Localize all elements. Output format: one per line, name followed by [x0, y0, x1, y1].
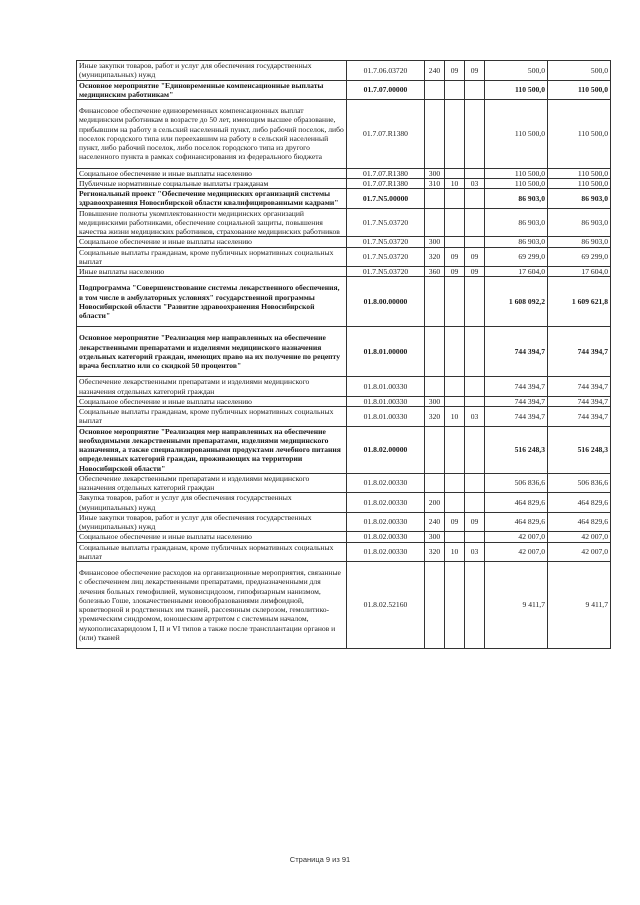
target-code-cell: 01.8.02.00330	[347, 473, 425, 493]
target-code-cell: 01.7.07.R1380	[347, 168, 425, 178]
amount-year1-cell: 464 829,6	[485, 512, 548, 532]
target-code-cell: 01.7.06.03720	[347, 61, 425, 81]
amount-year1-cell: 464 829,6	[485, 493, 548, 513]
amount-year2-cell: 506 836,6	[548, 473, 611, 493]
section-cell: 09	[445, 512, 465, 532]
table-row	[77, 61, 611, 81]
target-code-cell: 01.8.02.00330	[347, 493, 425, 513]
amount-year1-cell: 506 836,6	[485, 473, 548, 493]
table-row	[77, 542, 611, 562]
expense-type-cell: 320	[425, 542, 445, 562]
table-row	[77, 377, 611, 397]
subsection-cell	[465, 237, 485, 247]
amount-year1-cell: 86 903,0	[485, 208, 548, 237]
row-name-cell: Социальные выплаты гражданам, кроме публичных нормативных социальных выплат	[77, 247, 347, 267]
row-name-cell: Социальное обеспечение и иные выплаты населению	[77, 237, 347, 247]
subsection-cell	[465, 168, 485, 178]
subsection-cell: 03	[465, 178, 485, 188]
target-code-cell: 01.8.02.00000	[347, 426, 425, 473]
amount-year2-cell: 42 007,0	[548, 542, 611, 562]
amount-year1-cell: 110 500,0	[485, 100, 548, 169]
row-name-cell: Основное мероприятие "Единовременные компенсационные выплаты медицинским работникам"	[77, 80, 347, 100]
table-row	[77, 512, 611, 532]
target-code-cell: 01.7.N5.03720	[347, 237, 425, 247]
table-row	[77, 493, 611, 513]
expense-type-cell	[425, 327, 445, 377]
subsection-cell	[465, 208, 485, 237]
table-row	[77, 532, 611, 542]
row-name-cell: Публичные нормативные социальные выплаты гражданам	[77, 178, 347, 188]
target-code-cell: 01.8.01.00330	[347, 377, 425, 397]
amount-year2-cell: 744 394,7	[548, 407, 611, 427]
section-cell	[445, 473, 465, 493]
section-cell: 10	[445, 542, 465, 562]
row-name-cell: Социальные выплаты гражданам, кроме публичных нормативных социальных выплат	[77, 542, 347, 562]
row-name-cell: Обеспечение лекарственными препаратами и изделиями медицинского назначения отдельных категорий граждан	[77, 377, 347, 397]
subsection-cell: 09	[465, 512, 485, 532]
target-code-cell: 01.7.N5.03720	[347, 208, 425, 237]
row-name-cell: Социальное обеспечение и иные выплаты населению	[77, 168, 347, 178]
amount-year1-cell: 744 394,7	[485, 407, 548, 427]
amount-year2-cell: 110 500,0	[548, 100, 611, 169]
row-name-cell: Социальное обеспечение и иные выплаты населению	[77, 532, 347, 542]
amount-year1-cell: 110 500,0	[485, 80, 548, 100]
amount-year1-cell: 86 903,0	[485, 189, 548, 209]
amount-year1-cell: 69 299,0	[485, 247, 548, 267]
row-name-cell: Региональный проект "Обеспечение медицинских организаций системы здравоохранения Новосибирской области квалифицированными кадрами"	[77, 189, 347, 209]
target-code-cell: 01.7.N5.00000	[347, 189, 425, 209]
section-cell: 09	[445, 267, 465, 277]
amount-year1-cell: 744 394,7	[485, 396, 548, 406]
row-name-cell: Иные выплаты населению	[77, 267, 347, 277]
amount-year1-cell: 9 411,7	[485, 562, 548, 649]
row-name-cell: Иные закупки товаров, работ и услуг для обеспечения государственных (муниципальных) нужд	[77, 61, 347, 81]
row-name-cell: Закупка товаров, работ и услуг для обеспечения государственных (муниципальных) нужд	[77, 493, 347, 513]
table-row	[77, 327, 611, 377]
amount-year2-cell: 86 903,0	[548, 208, 611, 237]
section-cell: 09	[445, 247, 465, 267]
target-code-cell: 01.8.02.00330	[347, 532, 425, 542]
amount-year2-cell: 86 903,0	[548, 189, 611, 209]
table-body	[77, 61, 611, 649]
amount-year1-cell: 500,0	[485, 61, 548, 81]
amount-year2-cell: 69 299,0	[548, 247, 611, 267]
target-code-cell: 01.7.N5.03720	[347, 267, 425, 277]
amount-year2-cell: 1 609 621,8	[548, 277, 611, 327]
expense-type-cell: 240	[425, 61, 445, 81]
row-name-cell: Социальное обеспечение и иные выплаты населению	[77, 396, 347, 406]
table-row	[77, 426, 611, 473]
amount-year1-cell: 42 007,0	[485, 532, 548, 542]
subsection-cell	[465, 277, 485, 327]
subsection-cell: 03	[465, 542, 485, 562]
amount-year1-cell: 110 500,0	[485, 178, 548, 188]
target-code-cell: 01.8.02.00330	[347, 542, 425, 562]
row-name-cell: Повышение полноты укомплектованности медицинских организаций медицинскими работниками, обеспечение социальной защиты, повышения качества жизни медицинских работников, страхование медицинских работников	[77, 208, 347, 237]
table-row	[77, 247, 611, 267]
expense-type-cell	[425, 208, 445, 237]
amount-year2-cell: 110 500,0	[548, 178, 611, 188]
row-name-cell: Финансовое обеспечение расходов на организационные мероприятия, связанные с обеспечением лиц лекарственными препаратами, предназначенными для лечения больных гемофилией, муковисцидозом, гипофизарным нанизмом, болезнью Гоше, злокачественными новообразованиями лимфоидной, кроветворной и родственных им тканей, рассеянным склерозом, гемолитико-уремическим синдромом, юношеским артритом с системным началом, мукополисахаридозом I, II и VI типов а также после трансплантации органов и (или) тканей	[77, 562, 347, 649]
amount-year2-cell: 500,0	[548, 61, 611, 81]
section-cell: 10	[445, 178, 465, 188]
expense-type-cell: 300	[425, 168, 445, 178]
section-cell	[445, 377, 465, 397]
row-name-cell: Обеспечение лекарственными препаратами и изделиями медицинского назначения отдельных категорий граждан	[77, 473, 347, 493]
amount-year1-cell: 42 007,0	[485, 542, 548, 562]
target-code-cell: 01.8.00.00000	[347, 277, 425, 327]
amount-year2-cell: 110 500,0	[548, 80, 611, 100]
expense-type-cell	[425, 426, 445, 473]
table-row	[77, 473, 611, 493]
amount-year2-cell: 744 394,7	[548, 377, 611, 397]
table-row	[77, 189, 611, 209]
expense-type-cell: 240	[425, 512, 445, 532]
amount-year1-cell: 744 394,7	[485, 377, 548, 397]
subsection-cell	[465, 396, 485, 406]
expense-type-cell	[425, 277, 445, 327]
table-row	[77, 178, 611, 188]
amount-year1-cell: 17 604,0	[485, 267, 548, 277]
amount-year2-cell: 464 829,6	[548, 512, 611, 532]
target-code-cell: 01.8.01.00000	[347, 327, 425, 377]
section-cell	[445, 168, 465, 178]
section-cell	[445, 426, 465, 473]
subsection-cell: 03	[465, 407, 485, 427]
amount-year2-cell: 744 394,7	[548, 327, 611, 377]
target-code-cell: 01.7.07.00000	[347, 80, 425, 100]
expense-type-cell: 200	[425, 493, 445, 513]
section-cell	[445, 396, 465, 406]
table-row	[77, 562, 611, 649]
expense-type-cell: 300	[425, 237, 445, 247]
amount-year2-cell: 110 500,0	[548, 168, 611, 178]
subsection-cell	[465, 473, 485, 493]
subsection-cell	[465, 100, 485, 169]
expense-type-cell	[425, 473, 445, 493]
amount-year1-cell: 1 608 092,2	[485, 277, 548, 327]
amount-year2-cell: 744 394,7	[548, 396, 611, 406]
row-name-cell: Иные закупки товаров, работ и услуг для обеспечения государственных (муниципальных) нужд	[77, 512, 347, 532]
target-code-cell: 01.7.07.R1380	[347, 178, 425, 188]
expense-type-cell	[425, 80, 445, 100]
section-cell	[445, 80, 465, 100]
section-cell: 09	[445, 61, 465, 81]
subsection-cell	[465, 532, 485, 542]
section-cell	[445, 189, 465, 209]
target-code-cell: 01.8.02.00330	[347, 512, 425, 532]
amount-year2-cell: 464 829,6	[548, 493, 611, 513]
target-code-cell: 01.8.01.00330	[347, 407, 425, 427]
amount-year2-cell: 17 604,0	[548, 267, 611, 277]
expense-type-cell: 320	[425, 407, 445, 427]
section-cell	[445, 327, 465, 377]
subsection-cell	[465, 80, 485, 100]
row-name-cell: Основное мероприятие "Реализация мер направленных на обеспечение лекарственными препаратами и изделиями медицинского назначения отдельных категорий граждан, имеющих право на их получение по рецепту врача бесплатно или со скидкой 50 процентов"	[77, 327, 347, 377]
expense-type-cell: 300	[425, 396, 445, 406]
subsection-cell	[465, 377, 485, 397]
subsection-cell: 09	[465, 247, 485, 267]
table-row	[77, 407, 611, 427]
subsection-cell: 09	[465, 267, 485, 277]
table-row	[77, 396, 611, 406]
expense-type-cell	[425, 189, 445, 209]
expense-type-cell	[425, 562, 445, 649]
target-code-cell: 01.7.N5.03720	[347, 247, 425, 267]
amount-year1-cell: 86 903,0	[485, 237, 548, 247]
page-number: Страница 9 из 91	[289, 855, 351, 864]
subsection-cell	[465, 327, 485, 377]
section-cell	[445, 493, 465, 513]
subsection-cell	[465, 562, 485, 649]
amount-year2-cell: 42 007,0	[548, 532, 611, 542]
section-cell	[445, 532, 465, 542]
amount-year1-cell: 744 394,7	[485, 327, 548, 377]
row-name-cell: Социальные выплаты гражданам, кроме публичных нормативных социальных выплат	[77, 407, 347, 427]
section-cell	[445, 277, 465, 327]
table-row	[77, 237, 611, 247]
expense-type-cell: 360	[425, 267, 445, 277]
row-name-cell: Основное мероприятие "Реализация мер направленных на обеспечение необходимыми лекарственными препаратами, изделиями медицинского назначения, а также специализированными продуктами лечебного питания определенных категорий граждан, проживающих на территории Новосибирской области"	[77, 426, 347, 473]
target-code-cell: 01.8.02.52160	[347, 562, 425, 649]
section-cell	[445, 562, 465, 649]
budget-table	[76, 60, 611, 649]
amount-year1-cell: 110 500,0	[485, 168, 548, 178]
amount-year2-cell: 9 411,7	[548, 562, 611, 649]
table-row	[77, 267, 611, 277]
table-row	[77, 168, 611, 178]
row-name-cell: Подпрограмма "Совершенствование системы лекарственного обеспечения, в том числе в амбулаторных условиях" государственной программы Новосибирской области "Развитие здравоохранения Новосибирской области"	[77, 277, 347, 327]
section-cell	[445, 208, 465, 237]
amount-year1-cell: 516 248,3	[485, 426, 548, 473]
row-name-cell: Финансовое обеспечение единовременных компенсационных выплат медицинским работникам в возрасте до 50 лет, имеющим высшее образование, прибывшим на работу в сельский населенный пункт, либо рабочий поселок, либо поселок городского типа или переехавшим на работу в сельский населенный пункт, либо рабочий поселок, либо поселок городского типа из другого населенного пункта в рамках софинансирования из федерального бюджета	[77, 100, 347, 169]
table-row	[77, 208, 611, 237]
table-row	[77, 80, 611, 100]
expense-type-cell	[425, 377, 445, 397]
expense-type-cell	[425, 100, 445, 169]
section-cell	[445, 100, 465, 169]
subsection-cell	[465, 493, 485, 513]
amount-year2-cell: 86 903,0	[548, 237, 611, 247]
amount-year2-cell: 516 248,3	[548, 426, 611, 473]
expense-type-cell: 300	[425, 532, 445, 542]
subsection-cell	[465, 189, 485, 209]
target-code-cell: 01.8.01.00330	[347, 396, 425, 406]
subsection-cell: 09	[465, 61, 485, 81]
table-row	[77, 100, 611, 169]
target-code-cell: 01.7.07.R1380	[347, 100, 425, 169]
expense-type-cell: 320	[425, 247, 445, 267]
table-row	[77, 277, 611, 327]
section-cell	[445, 237, 465, 247]
expense-type-cell: 310	[425, 178, 445, 188]
section-cell: 10	[445, 407, 465, 427]
subsection-cell	[465, 426, 485, 473]
